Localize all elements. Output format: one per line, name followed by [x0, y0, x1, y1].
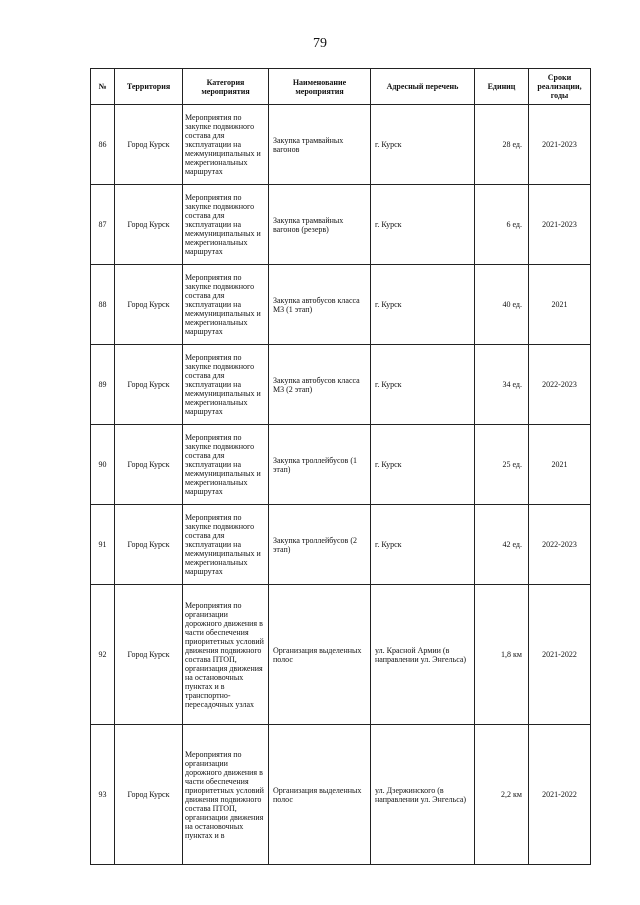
measures-table	[90, 68, 591, 865]
row-num: 92	[91, 585, 115, 725]
row-address: г. Курск	[371, 425, 475, 505]
table-row	[91, 725, 591, 865]
header-territory: Территория	[115, 69, 183, 105]
row-num: 89	[91, 345, 115, 425]
table-row	[91, 105, 591, 185]
row-years: 2021-2023	[529, 105, 591, 185]
row-units: 42 ед.	[475, 505, 529, 585]
row-name: Организация выделенных полос	[269, 585, 371, 725]
row-address: г. Курск	[371, 345, 475, 425]
table-row	[91, 585, 591, 725]
row-years: 2021-2022	[529, 585, 591, 725]
row-category: Мероприятия по закупке подвижного состава для эксплуатации на межмуниципальных и межрегиональных маршрутах	[183, 425, 269, 505]
row-address: ул. Красной Армии (в направлении ул. Энгельса)	[371, 585, 475, 725]
row-years: 2021	[529, 425, 591, 505]
row-territory: Город Курск	[115, 185, 183, 265]
table-row	[91, 505, 591, 585]
row-years: 2021-2022	[529, 725, 591, 865]
row-address: г. Курск	[371, 505, 475, 585]
row-units: 28 ед.	[475, 105, 529, 185]
row-name: Организация выделенных полос	[269, 725, 371, 865]
table-row	[91, 425, 591, 505]
row-category: Мероприятия по закупке подвижного состава для эксплуатации на межмуниципальных и межрегиональных маршрутах	[183, 265, 269, 345]
row-num: 87	[91, 185, 115, 265]
row-category: Мероприятия по организации дорожного движения в части обеспечения приоритетных условий движения подвижного состава ПТОП, организации движения на остановочных пунктах и в	[183, 725, 269, 865]
row-territory: Город Курск	[115, 505, 183, 585]
row-territory: Город Курск	[115, 425, 183, 505]
row-name: Закупка трамвайных вагонов	[269, 105, 371, 185]
row-units: 25 ед.	[475, 425, 529, 505]
row-years: 2021-2023	[529, 185, 591, 265]
row-units: 1,8 км	[475, 585, 529, 725]
table-header-row	[91, 69, 591, 105]
page-number: 79	[313, 36, 327, 51]
row-units: 6 ед.	[475, 185, 529, 265]
row-category: Мероприятия по организации дорожного движения в части обеспечения приоритетных условий движения подвижного состава ПТОП, организация движения на остановочных пунктах и в транспортно-пересадочных узлах	[183, 585, 269, 725]
row-units: 2,2 км	[475, 725, 529, 865]
row-years: 2022-2023	[529, 505, 591, 585]
row-name: Закупка троллейбусов (1 этап)	[269, 425, 371, 505]
row-category: Мероприятия по закупке подвижного состава для эксплуатации на межмуниципальных и межрегиональных маршрутах	[183, 505, 269, 585]
row-territory: Город Курск	[115, 725, 183, 865]
row-name: Закупка троллейбусов (2 этап)	[269, 505, 371, 585]
header-category: Категория мероприятия	[183, 69, 269, 105]
row-category: Мероприятия по закупке подвижного состава для эксплуатации на межмуниципальных и межрегиональных маршрутах	[183, 105, 269, 185]
row-units: 40 ед.	[475, 265, 529, 345]
row-units: 34 ед.	[475, 345, 529, 425]
header-name: Наименование мероприятия	[269, 69, 371, 105]
row-territory: Город Курск	[115, 585, 183, 725]
row-address: ул. Дзержинского (в направлении ул. Энгельса)	[371, 725, 475, 865]
row-territory: Город Курск	[115, 105, 183, 185]
row-address: г. Курск	[371, 265, 475, 345]
header-address: Адресный перечень	[371, 69, 475, 105]
row-territory: Город Курск	[115, 345, 183, 425]
header-terms: Сроки реализации, годы	[529, 69, 591, 105]
row-name: Закупка трамвайных вагонов (резерв)	[269, 185, 371, 265]
row-years: 2021	[529, 265, 591, 345]
table-row	[91, 345, 591, 425]
row-territory: Город Курск	[115, 265, 183, 345]
row-num: 93	[91, 725, 115, 865]
row-num: 91	[91, 505, 115, 585]
table-row	[91, 185, 591, 265]
header-num: №	[91, 69, 115, 105]
row-num: 90	[91, 425, 115, 505]
row-num: 88	[91, 265, 115, 345]
row-category: Мероприятия по закупке подвижного состава для эксплуатации на межмуниципальных и межрегиональных маршрутах	[183, 185, 269, 265]
row-name: Закупка автобусов класса М3 (1 этап)	[269, 265, 371, 345]
row-category: Мероприятия по закупке подвижного состава для эксплуатации на межмуниципальных и межрегиональных маршрутах	[183, 345, 269, 425]
row-address: г. Курск	[371, 185, 475, 265]
row-num: 86	[91, 105, 115, 185]
header-units: Единиц	[475, 69, 529, 105]
row-address: г. Курск	[371, 105, 475, 185]
row-name: Закупка автобусов класса М3 (2 этап)	[269, 345, 371, 425]
row-years: 2022-2023	[529, 345, 591, 425]
table-row	[91, 265, 591, 345]
